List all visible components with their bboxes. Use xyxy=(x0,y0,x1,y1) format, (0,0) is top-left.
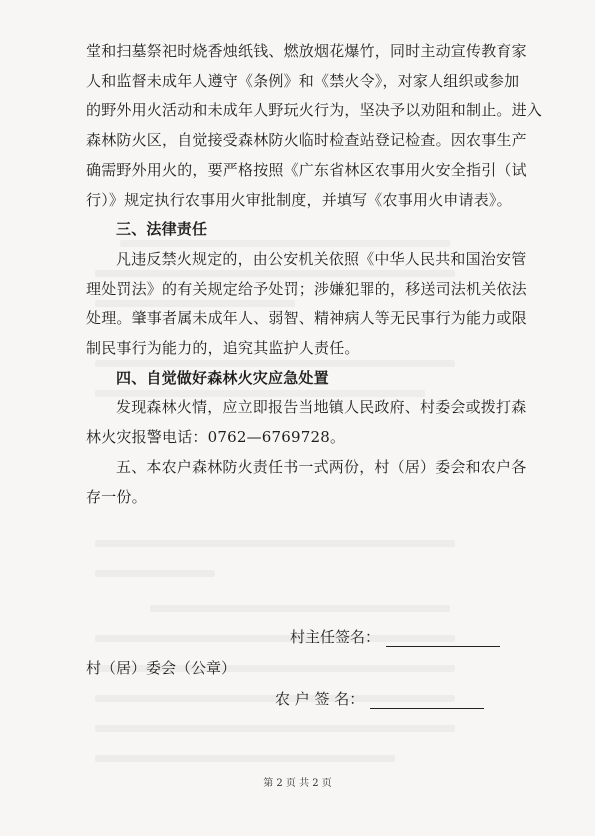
section-line: 发现森林火情，应立即报告当地镇人民政府、村委会或拨打森 xyxy=(116,398,527,417)
page-number: 第 2 页 共 2 页 xyxy=(263,778,332,789)
household-signature xyxy=(275,688,484,709)
section-heading-emergency: 四、自觉做好森林火灾应急处置 xyxy=(116,368,329,387)
household-signature-line xyxy=(370,694,484,709)
section-line: 存一份。 xyxy=(86,487,147,506)
section-line: 林火灾报警电话：0762—6769728。 xyxy=(86,428,346,447)
body-content xyxy=(86,37,543,512)
section-line: 制民事行为能力的，追究其监护人责任。 xyxy=(86,339,360,358)
section-line: 凡违反禁火规定的，由公安机关依照《中华人民共和国治安管 xyxy=(116,249,527,268)
village-head-signature xyxy=(290,626,500,647)
body-line: 人和监督未成年人遵守《条例》和《禁火令》，对家人组织或参加 xyxy=(86,71,520,90)
village-head-signature-line xyxy=(386,632,500,647)
body-line: 行）》规定执行农事用火审批制度，并填写《农事用火申请表》。 xyxy=(86,190,512,209)
section-line: 处理。肇事者属未成年人、弱智、精神病人等无民事行为能力或限 xyxy=(86,309,527,328)
body-line: 森林防火区，自觉接受森林防火临时检查站登记检查。因农事生产 xyxy=(86,131,527,150)
committee-seal xyxy=(86,657,236,678)
section-line: 五、本农户森林防火责任书一式两份，村（居）委会和农户各 xyxy=(116,457,527,476)
section-line: 理处罚法》的有关规定给予处罚；涉嫌犯罪的，移送司法机关依法 xyxy=(86,279,527,298)
village-head-label: 村主任签名： xyxy=(290,628,381,646)
committee-seal-label: 村（居）委会（公章） xyxy=(86,659,237,677)
body-line: 的野外用火活动和未成年人野玩火行为，坚决予以劝阻和制止。进入 xyxy=(86,101,543,120)
section-heading-legal-liability: 三、法律责任 xyxy=(116,220,208,239)
household-label: 农 户 签 名： xyxy=(275,690,365,708)
body-line: 堂和扫墓祭祀时烧香烛纸钱、燃放烟花爆竹，同时主动宣传教育家 xyxy=(86,42,527,60)
body-line: 确需野外用火的，要严格按照《广东省林区农事用火安全指引（试 xyxy=(86,160,527,179)
